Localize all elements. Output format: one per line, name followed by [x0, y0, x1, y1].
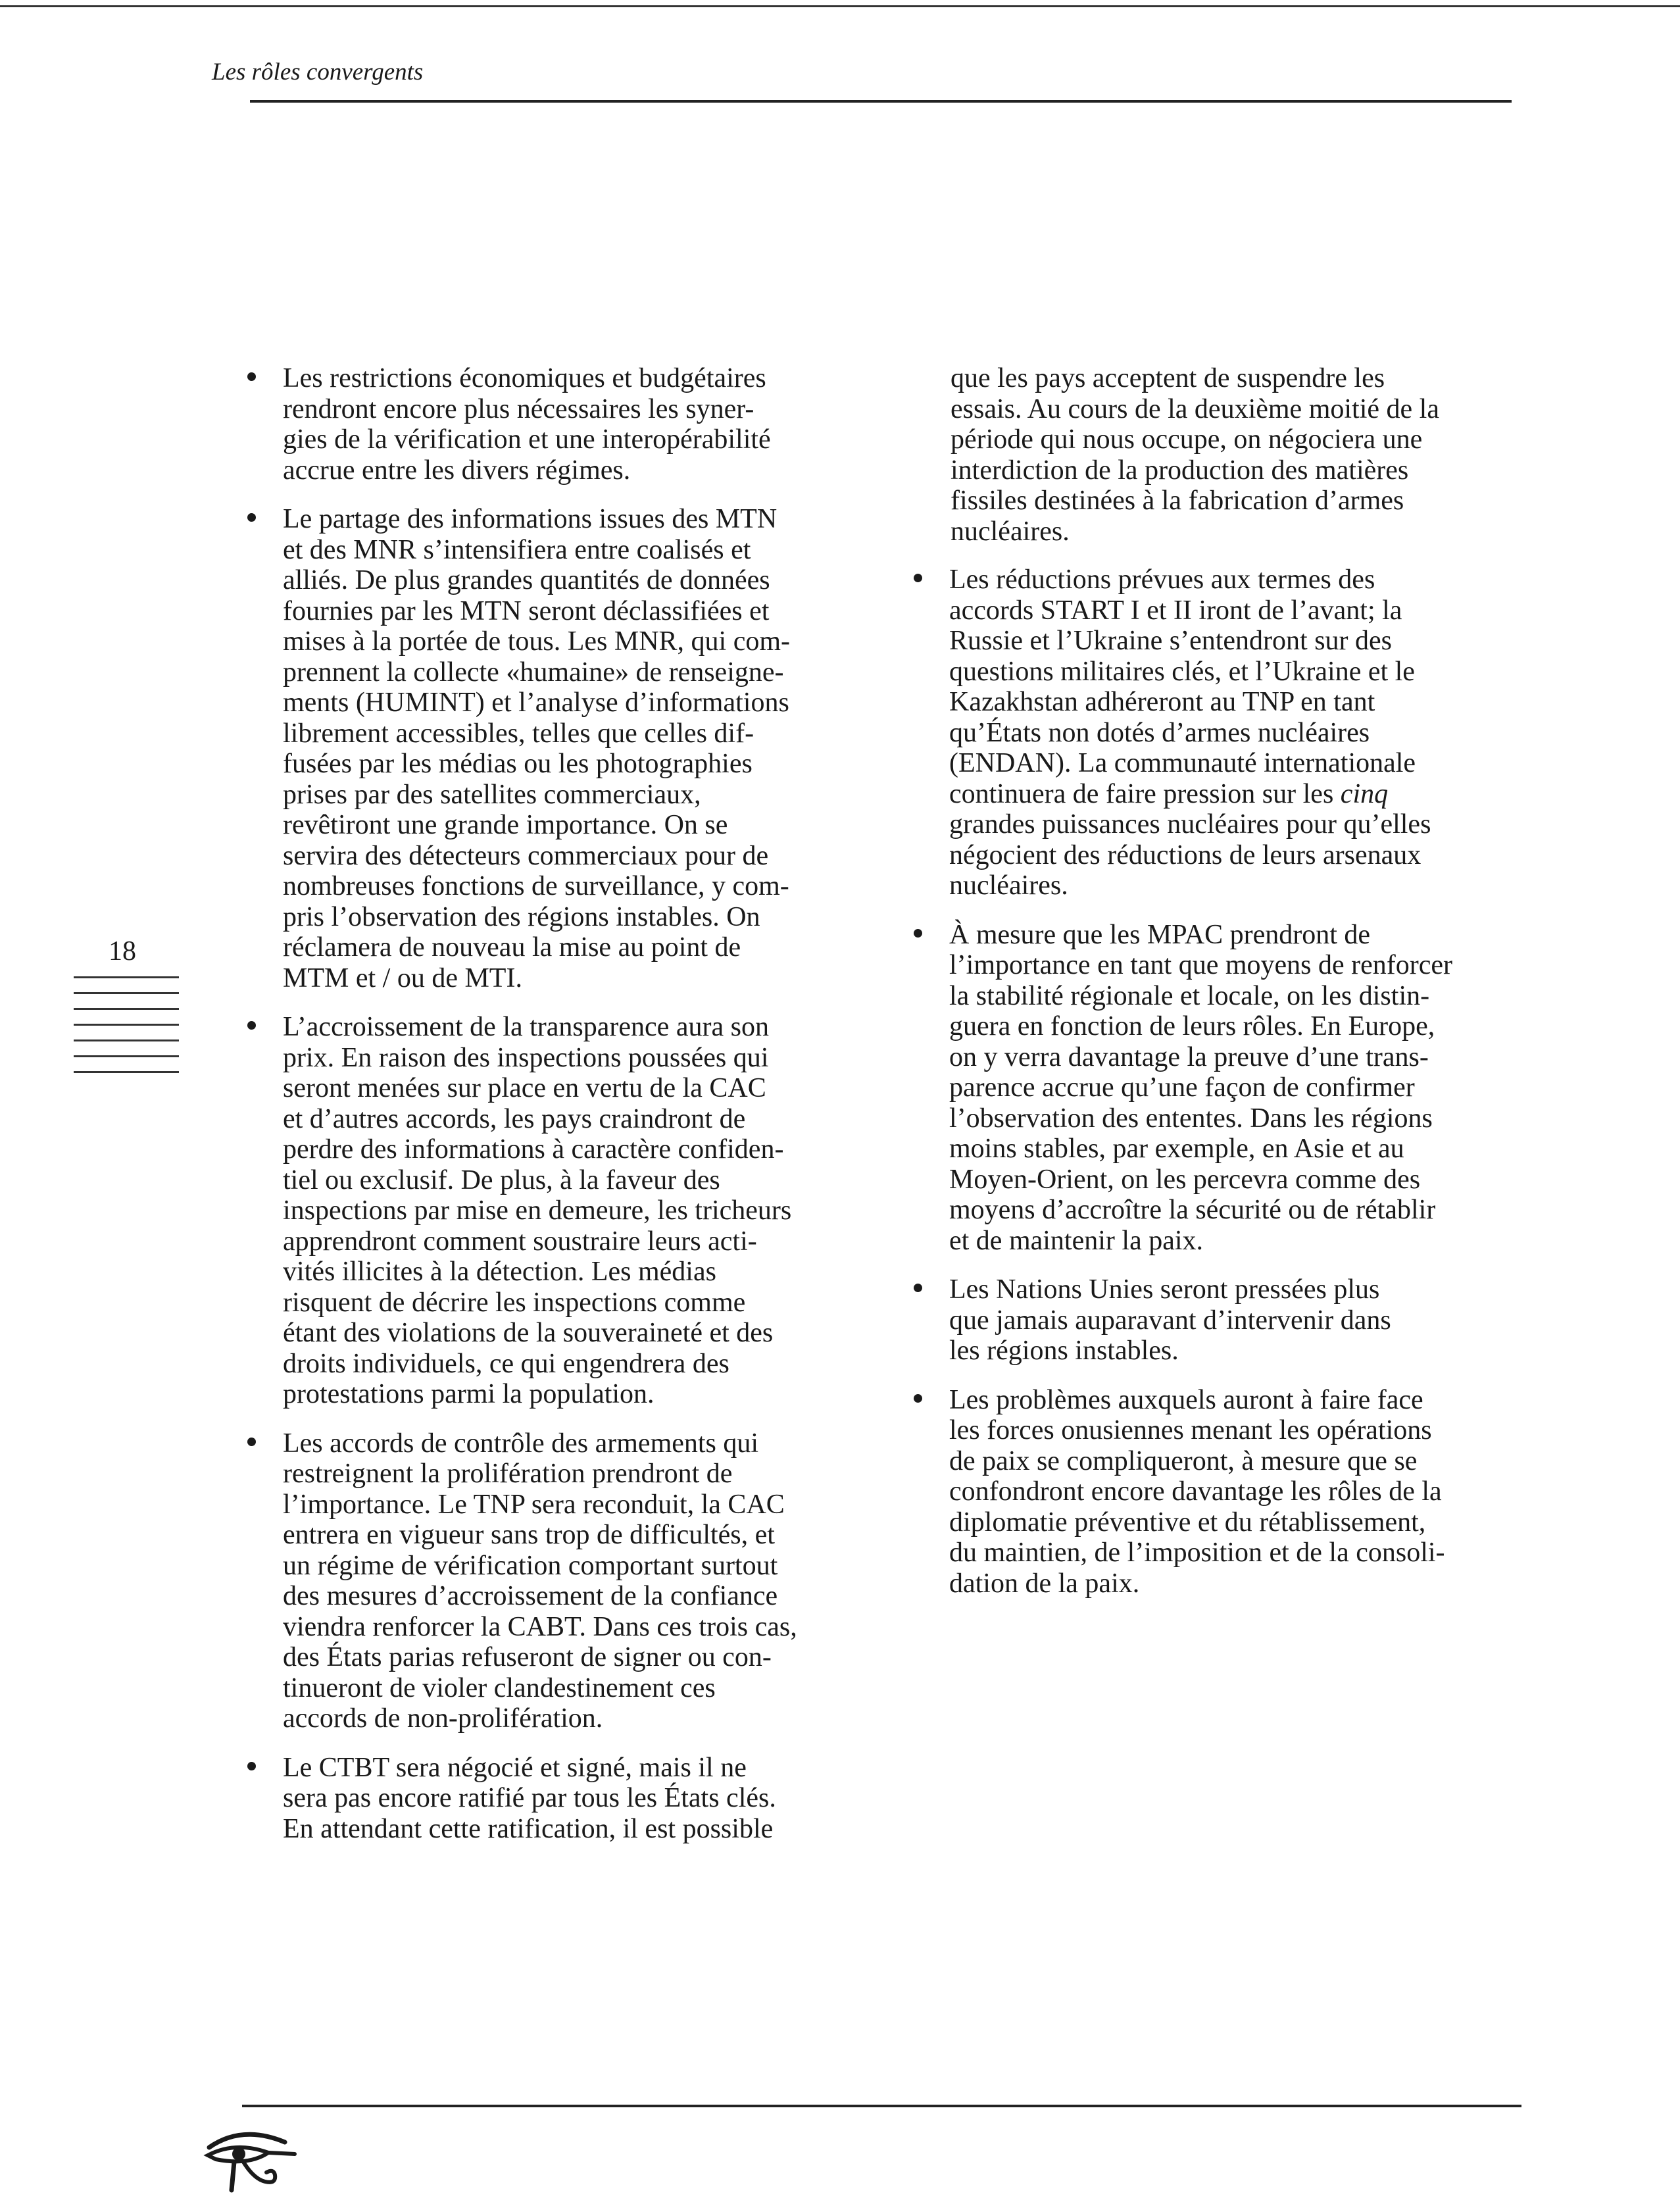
bullet-dot [914, 574, 922, 582]
bullet-item [283, 363, 849, 486]
text-line: guera en fonction de leurs rôles. En Europe, [949, 1011, 1435, 1041]
text-line: mises à la portée de tous. Les MNR, qui com- [283, 626, 791, 657]
bullet-item [949, 920, 1528, 1257]
text-line: Les réductions prévues aux termes des [949, 564, 1375, 595]
text-line: gies de la vérification et une interopérabilité [283, 424, 771, 455]
text-line: moyens d’accroître la sécurité ou de rétablir [949, 1195, 1436, 1225]
text-line: prennent la collecte «humaine» de renseigne- [283, 657, 784, 688]
text-line: essais. Au cours de la deuxième moitié de la [951, 393, 1439, 424]
text-line: la stabilité régionale et locale, on les distin- [949, 980, 1430, 1011]
text-line: réclamera de nouveau la mise au point de [283, 932, 741, 963]
text-line: période qui nous occupe, on négociera une [951, 424, 1423, 455]
text-line: confondront encore davantage les rôles de la [949, 1476, 1442, 1507]
text-line: fissiles destinées à la fabrication d’armes [951, 486, 1404, 516]
text-line: les forces onusiennes menant les opérations [949, 1415, 1432, 1445]
text-line: l’importance en tant que moyens de renforcer [949, 950, 1453, 980]
text-line: alliés. De plus grandes quantités de données [283, 565, 770, 595]
text-line: prix. En raison des inspections poussées qui [283, 1042, 769, 1073]
text-line: sera pas encore ratifié par tous les États clés. [283, 1783, 776, 1813]
text-line: Le partage des informations issues des MTN [283, 504, 778, 534]
text-line: protestations parmi la population. [283, 1379, 655, 1409]
text-line: seront menées sur place en vertu de la CAC [283, 1073, 766, 1103]
text-line: apprendront comment soustraire leurs acti- [283, 1226, 757, 1257]
text-line: droits individuels, ce qui engendrera des [283, 1348, 729, 1379]
text-line: prises par des satellites commerciaux, [283, 779, 701, 810]
eye-of-horus-icon [203, 2128, 301, 2193]
text-line: En attendant cette ratification, il est possible [283, 1813, 774, 1844]
margin-line [74, 976, 179, 978]
text-line: et d’autres accords, les pays craindront de [283, 1103, 746, 1134]
margin-decoration [74, 976, 179, 1087]
italic-emphasis: cinq [1340, 778, 1389, 809]
text-line: vités illicites à la détection. Les médias [283, 1257, 716, 1287]
left-column [283, 363, 849, 1863]
text-line: tinueront de violer clandestinement ces [283, 1672, 716, 1703]
bullet-dot [914, 1284, 922, 1292]
text-line: inspections par mise en demeure, les tricheurs [283, 1195, 792, 1226]
margin-line [74, 1008, 179, 1010]
text-line: tiel ou exclusif. De plus, à la faveur des [283, 1165, 720, 1195]
bullet-item [283, 1012, 849, 1410]
margin-line [74, 1039, 179, 1041]
text-line: Les accords de contrôle des armements qui [283, 1428, 759, 1459]
text-line: Les restrictions économiques et budgétaires [283, 363, 766, 393]
bullet-item [283, 1428, 849, 1734]
text-line: un régime de vérification comportant surtout [283, 1550, 778, 1581]
text-line: entrera en vigueur sans trop de difficultés, et [283, 1520, 775, 1550]
text-line: l’importance. Le TNP sera reconduit, la CAC [283, 1489, 785, 1520]
bullet-dot [247, 372, 256, 381]
text-line: fusées par les médias ou les photographies [283, 749, 753, 779]
text-line: rendront encore plus nécessaires les syner- [283, 393, 754, 424]
text-line: et des MNR s’intensifiera entre coalisés et [283, 534, 751, 565]
bullet-dot [247, 513, 256, 522]
text-line: accords de non-prolifération. [283, 1703, 603, 1734]
bullet-dot [247, 1762, 256, 1770]
text-line: parence accrue qu’une façon de confirmer [949, 1072, 1415, 1103]
bullet-dot [914, 1394, 922, 1403]
text-line: Moyen-Orient, on les percevra comme des [949, 1164, 1421, 1195]
text-line: accords START I et II iront de l’avant; la [949, 595, 1402, 626]
text-line: L’accroissement de la transparence aura son [283, 1012, 769, 1042]
text-line: fournies par les MTN seront déclassifiées et [283, 595, 770, 626]
margin-line [74, 1071, 179, 1073]
text-line: restreignent la prolifération prendront de [283, 1459, 733, 1489]
text-line: interdiction de la production des matières [951, 455, 1409, 486]
text-line: des mesures d’accroissement de la confiance [283, 1581, 778, 1611]
text-line: diplomatie préventive et du rétablissement, [949, 1507, 1426, 1538]
bullet-item [949, 1274, 1528, 1366]
footer-rule [242, 2105, 1521, 2107]
text-line: moins stables, par exemple, en Asie et au [949, 1134, 1404, 1164]
text-line: pris l’observation des régions instables. On [283, 901, 760, 932]
text-line: les régions instables. [949, 1336, 1179, 1366]
text-fragment: continuera de faire pression sur les [949, 778, 1341, 809]
text-line: négocient des réductions de leurs arsenaux [949, 839, 1421, 870]
top-edge-rule [0, 5, 1680, 7]
margin-line [74, 1055, 179, 1057]
text-line [949, 779, 1528, 810]
text-line: librement accessibles, telles que celles dif- [283, 718, 754, 749]
text-line: perdre des informations à caractère confiden- [283, 1134, 784, 1165]
margin-line [74, 1024, 179, 1026]
text-line: viendra renforcer la CABT. Dans ces trois cas, [283, 1611, 797, 1642]
text-line: risquent de décrire les inspections comme [283, 1287, 746, 1318]
text-line: Les problèmes auxquels auront à faire face [949, 1384, 1423, 1415]
text-line: accrue entre les divers régimes. [283, 455, 631, 486]
text-line: de paix se compliqueront, à mesure que se [949, 1445, 1418, 1476]
text-line: du maintien, de l’imposition et de la consoli- [949, 1538, 1445, 1568]
bullet-item [949, 564, 1528, 901]
text-line: nucléaires. [949, 870, 1068, 901]
text-line: l’observation des ententes. Dans les régions [949, 1103, 1433, 1134]
bullet-dot [914, 929, 922, 938]
text-line: nucléaires. [951, 516, 1070, 547]
text-line: que les pays acceptent de suspendre les [951, 363, 1385, 393]
page-number: 18 [109, 936, 136, 966]
margin-line [74, 992, 179, 994]
bullet-item [283, 1753, 849, 1845]
text-line: on y verra davantage la preuve d’une trans- [949, 1041, 1429, 1072]
header-rule [250, 100, 1512, 103]
text-line: Kazakhstan adhéreront au TNP en tant [949, 687, 1375, 717]
continuation-paragraph [949, 363, 1528, 547]
bullet-dot [247, 1021, 256, 1030]
text-line: étant des violations de la souveraineté et des [283, 1318, 774, 1348]
text-line: Les Nations Unies seront pressées plus [949, 1274, 1380, 1305]
text-line: grandes puissances nucléaires pour qu’elles [949, 809, 1431, 839]
text-line: (ENDAN). La communauté internationale [949, 748, 1416, 778]
text-line: des États parias refuseront de signer ou con- [283, 1642, 772, 1672]
text-line: et de maintenir la paix. [949, 1225, 1204, 1256]
text-line: qu’États non dotés d’armes nucléaires [949, 717, 1370, 748]
bullet-item [949, 1385, 1528, 1599]
text-line: dation de la paix. [949, 1568, 1140, 1599]
text-line: questions militaires clés, et l’Ukraine et le [949, 656, 1415, 687]
text-line: À mesure que les MPAC prendront de [949, 919, 1371, 950]
text-line: Russie et l’Ukraine s’entendront sur des [949, 626, 1393, 656]
right-column [949, 363, 1528, 1617]
text-line: ments (HUMINT) et l’analyse d’informations [283, 688, 789, 718]
bullet-item [283, 504, 849, 993]
text-line: Le CTBT sera négocié et signé, mais il ne [283, 1752, 747, 1783]
running-header: Les rôles convergents [212, 59, 424, 86]
text-line: servira des détecteurs commerciaux pour de [283, 840, 769, 871]
text-line: MTM et / ou de MTI. [283, 963, 522, 993]
text-line: que jamais auparavant d’intervenir dans [949, 1305, 1391, 1336]
text-line: revêtiront une grande importance. On se [283, 810, 728, 840]
bullet-dot [247, 1438, 256, 1446]
text-line: nombreuses fonctions de surveillance, y com- [283, 871, 789, 901]
